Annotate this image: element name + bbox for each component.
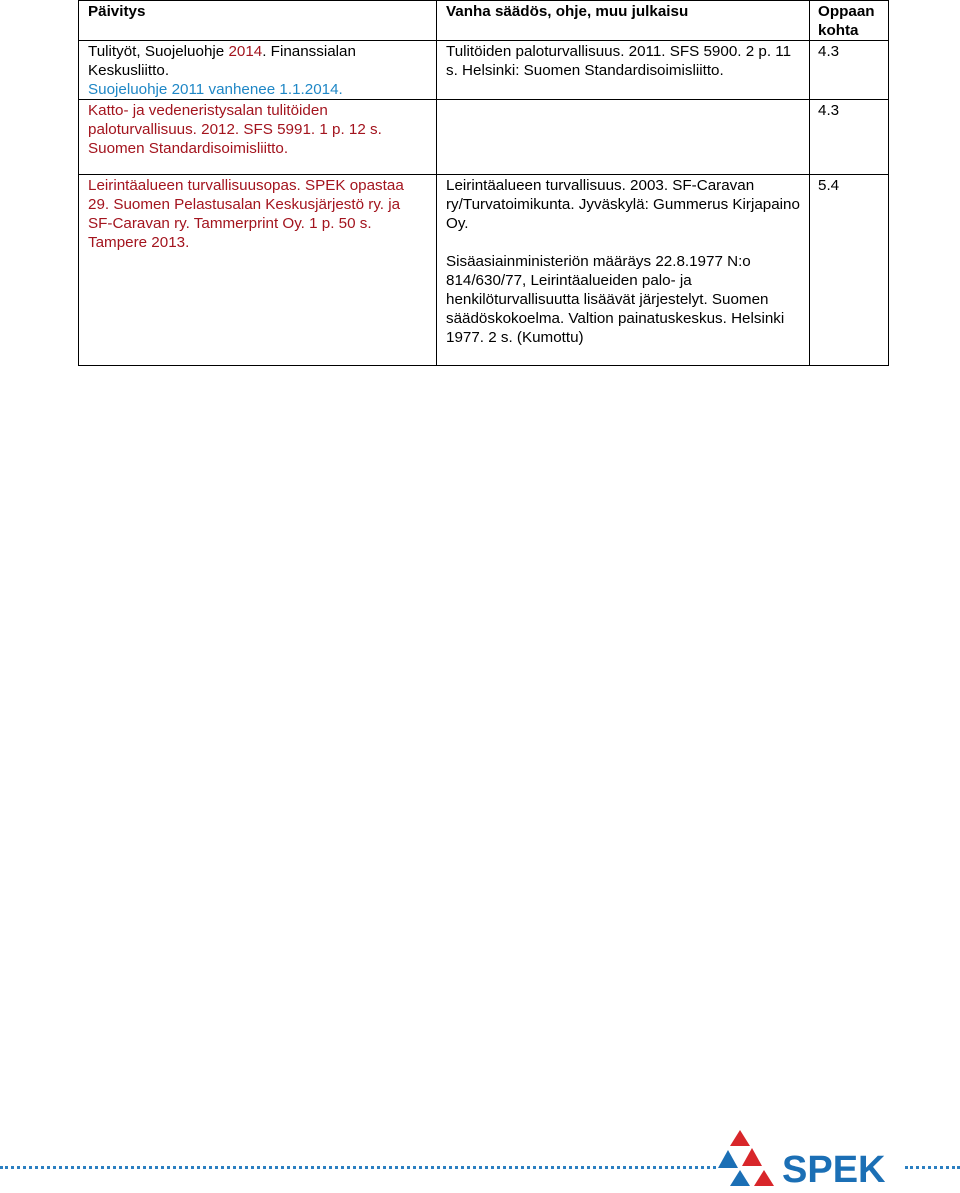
spek-logo-text: SPEK bbox=[782, 1149, 886, 1188]
table-row bbox=[79, 175, 889, 366]
update-publisher: . Finanssialan Keskusliitto. bbox=[88, 43, 356, 79]
old-publication-cell bbox=[437, 100, 810, 175]
update-text: Leirintäalueen turvallisuusopas. SPEK opastaa 29. Suomen Pelastusalan Keskusjärjestö ry. ja SF-Caravan ry. Tammerprint Oy. 1 p. 50 s. Tampere 2013. bbox=[88, 177, 404, 251]
spek-logo-mark bbox=[718, 1130, 774, 1186]
update-text: Katto- ja vedeneristysalan tulitöiden paloturvallisuus. 2012. SFS 5991. 1 p. 12 s. Suomen Standardisoimisliitto. bbox=[88, 102, 382, 157]
table-header-row bbox=[79, 1, 889, 41]
old-publication-cell bbox=[437, 175, 810, 366]
update-cell bbox=[79, 175, 437, 366]
update-cell bbox=[79, 100, 437, 175]
table-row bbox=[79, 41, 889, 100]
section-cell: 4.3 bbox=[810, 41, 889, 100]
section-cell: 5.4 bbox=[810, 175, 889, 366]
old-publication-text: Leirintäalueen turvallisuus. 2003. SF-Caravan ry/Turvatoimikunta. Jyväskylä: Gummerus Kirjapaino Oy. bbox=[446, 177, 800, 232]
section-cell: 4.3 bbox=[810, 100, 889, 175]
table-row bbox=[79, 100, 889, 175]
header-update: Päivitys bbox=[79, 1, 437, 41]
spek-logo bbox=[718, 1126, 898, 1188]
footer-dotted-line bbox=[905, 1166, 960, 1169]
update-text: Tulityöt, Suojeluohje bbox=[88, 43, 229, 60]
header-old-publication: Vanha säädös, ohje, muu julkaisu bbox=[437, 1, 810, 41]
references-table bbox=[78, 0, 889, 366]
old-publication-text: Sisäasiainministeriön määräys 22.8.1977 N:o 814/630/77, Leirintäalueiden palo- ja henkilöturvallisuutta lisäävät järjestelyt. Suomen säädöskokoelma. Valtion painatuskeskus. Helsinki 1977. 2 s. (Kumottu) bbox=[446, 253, 785, 346]
header-guide-section: Oppaan kohta bbox=[810, 1, 889, 41]
footer-dotted-line bbox=[0, 1166, 716, 1169]
update-cell bbox=[79, 41, 437, 100]
old-publication-cell bbox=[437, 41, 810, 100]
update-year: 2014 bbox=[228, 43, 263, 60]
update-note: Suojeluohje 2011 vanhenee 1.1.2014. bbox=[88, 81, 343, 98]
old-publication-text: Tulitöiden paloturvallisuus. 2011. SFS 5900. 2 p. 11 s. Helsinki: Suomen Standardisoimisliitto. bbox=[446, 43, 792, 79]
